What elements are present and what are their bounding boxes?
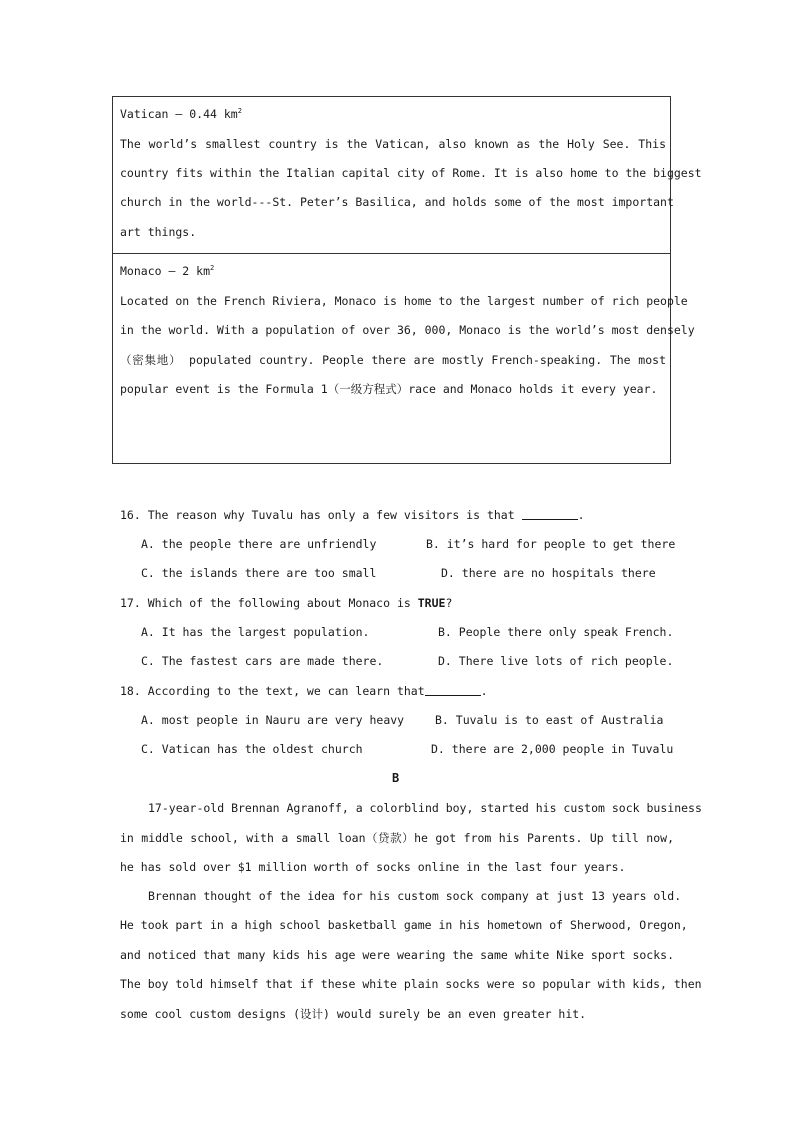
q16-option-b: B. it’s hard for people to get there — [426, 537, 676, 551]
q18-option-d: D. there are 2,000 people in Tuvalu — [431, 742, 674, 756]
para2-line-4: The boy told himself that if these white plain socks were so popular with kids, then — [120, 977, 702, 991]
q18-option-a: A. most people in Nauru are very heavy — [141, 713, 405, 727]
section-heading: B — [392, 771, 400, 785]
q17-option-b: B. People there only speak French. — [438, 625, 674, 639]
vatican-line-2: country fits within the Italian capital city of Rome. It is also home to the biggest — [120, 166, 702, 180]
monaco-line-4: popular event is the Formula 1（一级方程式）race and Monaco holds it every year. — [120, 382, 658, 396]
country-table — [112, 96, 702, 464]
question-17-stem: 17. Which of the following about Monaco is TRUE? — [120, 596, 453, 610]
q16-option-a: A. the people there are unfriendly — [141, 537, 377, 551]
para1-line-1: 17-year-old Brennan Agranoff, a colorblind boy, started his custom sock business — [148, 801, 702, 815]
q18-option-b: B. Tuvalu is to east of Australia — [435, 713, 664, 727]
question-18-stem: 18. According to the text, we can learn that . — [120, 684, 488, 698]
para2-line-2: He took part in a high school basketball game in his hometown of Sherwood, Oregon, — [120, 918, 688, 932]
vatican-title: Vatican – 0.44 $km^2$ — [120, 107, 242, 121]
vatican-line-3: church in the world---St. Peter’s Basilica, and holds some of the most important — [120, 195, 674, 209]
question-16-stem: 16. The reason why Tuvalu has only a few visitors is that . — [120, 508, 585, 522]
answer-blank — [522, 518, 578, 520]
para1-line-3: he has sold over $1 million worth of socks online in the last four years. — [120, 860, 626, 874]
q16-option-c: C. the islands there are too small — [141, 566, 377, 580]
vatican-line-4: art things. — [120, 225, 197, 239]
vatican-line-1: The world’s smallest country is the Vatican, also known as the Holy See. This — [120, 137, 666, 151]
q17-option-c: C. The fastest cars are made there. — [141, 654, 384, 668]
q16-option-d: D. there are no hospitals there — [441, 566, 656, 580]
q17-option-a: A. It has the largest population. — [141, 625, 370, 639]
para2-line-1: Brennan thought of the idea for his custom sock company at just 13 years old. — [148, 889, 682, 903]
para2-line-5: some cool custom designs (设计) would surely be an even greater hit. — [120, 1007, 587, 1021]
monaco-cell — [113, 254, 695, 465]
para1-line-2: in middle school, with a small loan（贷款）he got from his Parents. Up till now, — [120, 831, 674, 845]
answer-blank — [425, 694, 481, 696]
monaco-line-1: Located on the French Riviera, Monaco is home to the largest number of rich people — [120, 294, 688, 308]
monaco-line-3: （密集地） populated country. People there are mostly French-speaking. The most — [120, 353, 666, 367]
monaco-line-2: in the world. With a population of over 36, 000, Monaco is the world’s most densely — [120, 323, 695, 337]
para2-line-3: and noticed that many kids his age were wearing the same white Nike sport socks. — [120, 948, 674, 962]
monaco-title: Monaco – 2 $km^2$ — [120, 264, 215, 278]
q18-option-c: C. Vatican has the oldest church — [141, 742, 363, 756]
q17-option-d: D. There live lots of rich people. — [438, 654, 674, 668]
vatican-cell — [113, 97, 702, 254]
